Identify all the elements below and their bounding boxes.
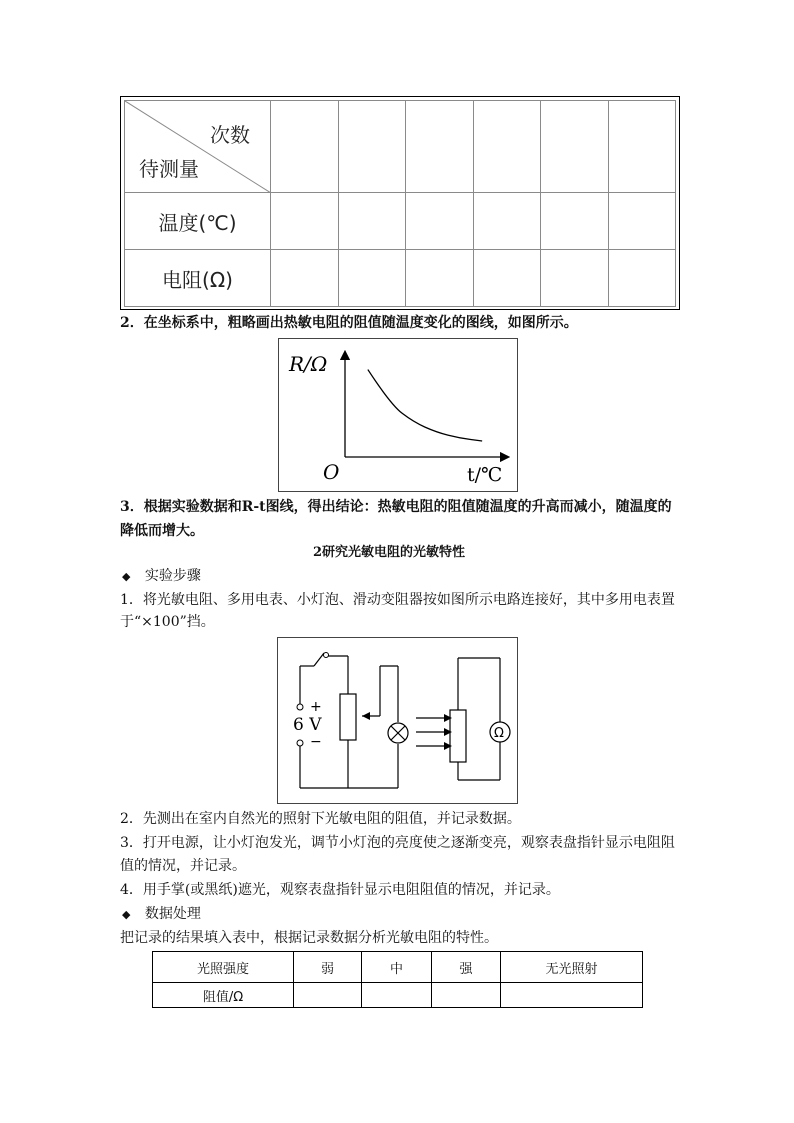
table-cell (541, 193, 609, 250)
table-cell (608, 193, 676, 250)
table-cell (271, 250, 339, 307)
table-cell (406, 250, 474, 307)
table-cell (294, 983, 362, 1008)
diamond-bullet-icon: ◆ (122, 570, 131, 583)
light-intensity-table (152, 951, 643, 1008)
plus-sign: + (310, 699, 322, 715)
table-cell (501, 983, 643, 1008)
rheostat (340, 694, 356, 740)
step3-line2-light: 值的情况，并记录。 (120, 858, 246, 874)
table-cell (473, 250, 541, 307)
header-strong: 强 (432, 952, 501, 983)
origin-label: O (323, 460, 340, 484)
y-axis-label: R/Ω (289, 352, 328, 376)
table-cell (271, 101, 339, 193)
circuit-diagram (277, 637, 518, 804)
x-axis-label: t/℃ (467, 464, 503, 486)
bullet-data-processing (122, 904, 201, 925)
row-label-temperature: 温度(℃) (125, 193, 271, 250)
step3-line2: 降低而增大。 (120, 523, 204, 539)
data-processing-text: 把记录的结果填入表中，根据记录数据分析光敏电阻的特性。 (120, 930, 498, 946)
diamond-bullet-icon: ◆ (122, 908, 131, 921)
table-cell (608, 101, 676, 193)
minus-sign: − (310, 734, 322, 750)
graph-canvas (279, 339, 517, 491)
header-no-light: 无光照射 (501, 952, 643, 983)
terminal-positive (297, 704, 303, 710)
table-cell (338, 101, 406, 193)
table-cell (338, 193, 406, 250)
table-cell (406, 193, 474, 250)
row-label-resistance: 电阻(Ω) (125, 250, 271, 307)
table-cell (473, 193, 541, 250)
table-cell (406, 101, 474, 193)
bullet-label: 数据处理 (144, 906, 201, 922)
step3-line1-light: 3．打开电源，让小灯泡发光，调节小灯泡的亮度使之逐渐变亮，观察表盘指针显示电阻阻 (120, 835, 675, 851)
table-header-diagonal-cell (125, 101, 271, 193)
header-weak: 弱 (294, 952, 362, 983)
resistance-curve (368, 370, 482, 441)
header-count-label: 次数 (210, 123, 250, 147)
table-cell (432, 983, 501, 1008)
section-title: 2研究光敏电阻的光敏特性 (313, 545, 466, 560)
circuit-canvas (278, 638, 517, 803)
row-label-resistance-value: 阻值/Ω (153, 983, 294, 1008)
step3-line1: 3．根据实验数据和R-t图线，得出结论：热敏电阻的阻值随温度的升高而减小，随温度的 (120, 499, 672, 515)
slider-arrow-icon (362, 712, 370, 720)
voltage-label: 6 V (293, 715, 322, 735)
bullet-label: 实验步骤 (144, 568, 201, 584)
ohm-symbol: Ω (494, 726, 504, 741)
terminal-negative (297, 740, 303, 746)
switch-blade (314, 653, 324, 666)
header-quantity-label: 待测量 (139, 157, 199, 181)
table-cell (338, 250, 406, 307)
step4-text: 4．用手掌(或黑纸)遮光，观察表盘指针显示电阻阻值的情况，并记录。 (120, 882, 560, 898)
measurement-table (120, 96, 680, 310)
experiment-step1-line1: 1．将光敏电阻、多用电表、小灯泡、滑动变阻器按如图所示电路连接好，其中多用电表置 (120, 592, 675, 608)
resistance-temperature-graph (278, 338, 518, 492)
table-cell (541, 101, 609, 193)
experiment-step1-line2: 于“×100”挡。 (120, 614, 215, 630)
header-light-intensity: 光照强度 (153, 952, 294, 983)
bullet-experiment-steps (122, 566, 201, 587)
table-cell (473, 101, 541, 193)
photoresistor (450, 710, 466, 762)
table-cell (271, 193, 339, 250)
header-medium: 中 (362, 952, 432, 983)
table-cell (608, 250, 676, 307)
step2-measure: 2．先测出在室内自然光的照射下光敏电阻的阻值，并记录数据。 (120, 811, 521, 827)
table-cell (541, 250, 609, 307)
switch-contact (324, 653, 329, 658)
step2-text: 2．在坐标系中，粗略画出热敏电阻的阻值随温度变化的图线，如图所示。 (120, 315, 578, 331)
table-cell (362, 983, 432, 1008)
